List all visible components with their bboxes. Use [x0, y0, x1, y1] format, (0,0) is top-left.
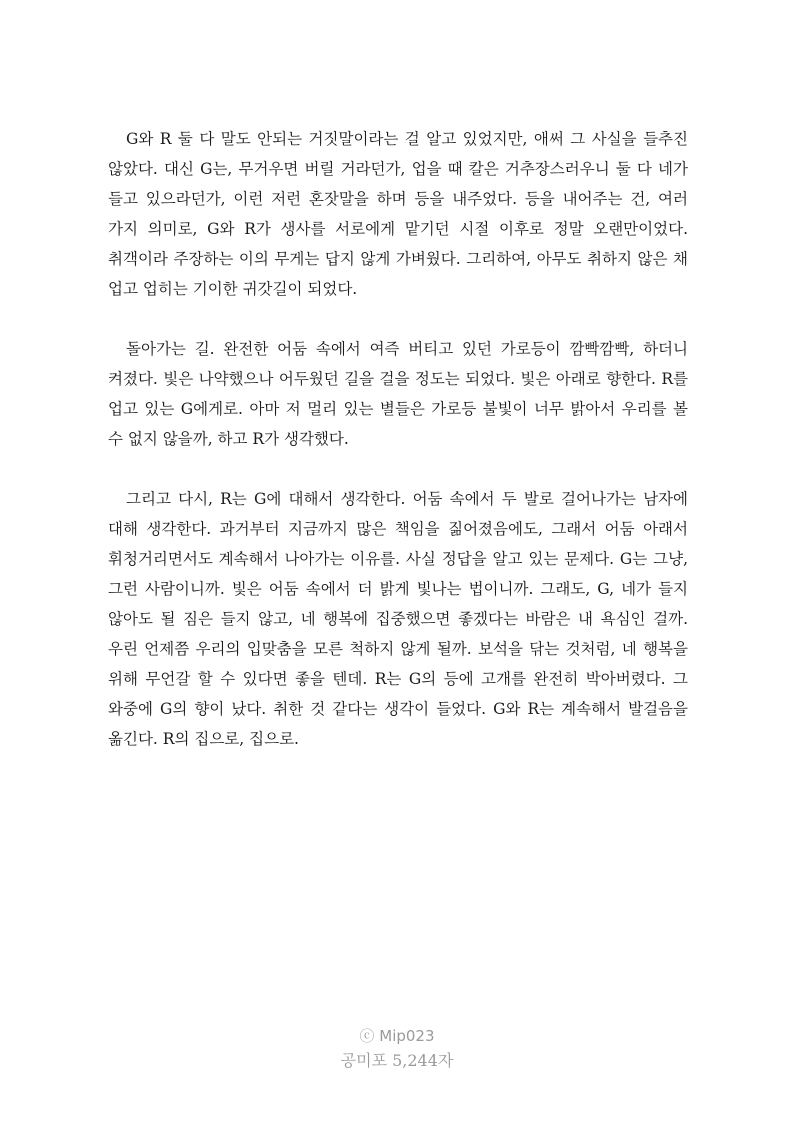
word-count: 공미포 5,244자: [340, 1051, 454, 1070]
copyright-notice: ⓒ Mip023: [359, 1027, 435, 1045]
page-footer: [0, 1024, 794, 1074]
paragraph-2: 돌아가는 길. 완전한 어둠 속에서 여즉 버티고 있던 가로등이 깜빡깜빡, 하더니 켜졌다. 빛은 나약했으나 어두웠던 길을 걸을 정도는 되었다. 빛은 아래로 향한다. R를 업고 있는 G에게로. 아마 저 멀리 있는 별들은 가로등 불빛이 너무 밝아서 우리를 볼 수 없지 않을까, 하고 R가 생각했다.: [108, 340, 688, 448]
paragraph-1: G와 R 둘 다 말도 안되는 거짓말이라는 걸 알고 있었지만, 애써 그 사실을 들추진 않았다. 대신 G는, 무거우면 버릴 거라던가, 업을 때 칼은 거추장스러우니 둘 다 네가 들고 있으라던가, 이런 저런 혼잣말을 하며 등을 내주었다. 등을 내어주는 건, 여러 가지 의미로, G와 R가 생사를 서로에게 맡기던 시절 이후로 정말 오랜만이었다. 취객이라 주장하는 이의 무게는 답지 않게 가벼웠다. 그리하여, 아무도 취하지 않은 채 업고 업히는 기이한 귀갓길이 되었다.: [108, 130, 688, 298]
paragraph-3: 그리고 다시, R는 G에 대해서 생각한다. 어둠 속에서 두 발로 걸어나가는 남자에 대해 생각한다. 과거부터 지금까지 많은 책임을 짊어졌음에도, 그래서 어둠 아래서 휘청거리면서도 계속해서 나아가는 이유를. 사실 정답을 알고 있는 문제다. G는 그냥, 그런 사람이니까. 빛은 어둠 속에서 더 밝게 빛나는 법이니까. 그래도, G, 네가 들지 않아도 될 짐은 들지 않고, 네 행복에 집중했으면 좋겠다는 바람은 내 욕심인 걸까. 우린 언제쯤 우리의 입맞춤을 모른 척하지 않게 될까. 보석을 닦는 것처럼, 네 행복을 위해 무언갈 할 수 있다면 좋을 텐데. R는 G의 등에 고개를 완전히 박아버렸다. 그 와중에 G의 향이 났다. 취한 것 같다는 생각이 들었다. G와 R는 계속해서 발걸음을 옮긴다. R의 집으로, 집으로.: [108, 490, 688, 748]
body-text: [108, 124, 688, 754]
